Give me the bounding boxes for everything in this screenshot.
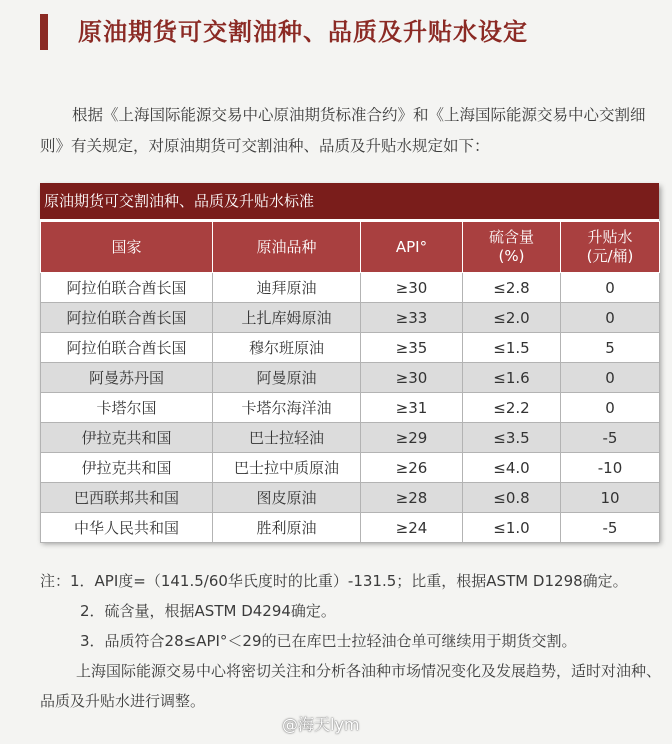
cell-sulfur: ≤1.0 xyxy=(463,513,561,543)
note-2: 2．硫含量，根据ASTM D4294确定。 xyxy=(80,602,336,620)
table-row xyxy=(41,513,660,543)
cell-country: 卡塔尔国 xyxy=(41,393,213,423)
table-row xyxy=(41,303,660,333)
table-row xyxy=(41,483,660,513)
cell-premium: 0 xyxy=(561,363,660,393)
cell-crude: 胜利原油 xyxy=(213,513,361,543)
cell-sulfur: ≤4.0 xyxy=(463,453,561,483)
column-header-country: 国家 xyxy=(41,222,213,273)
note-3: 3．品质符合28≤API°＜29的已在库巴士拉轻油仓单可继续用于期货交割。 xyxy=(80,632,577,650)
cell-crude: 阿曼原油 xyxy=(213,363,361,393)
crude-oil-table xyxy=(40,221,660,543)
table-body xyxy=(41,273,660,543)
title-accent-bar xyxy=(40,14,48,50)
cell-api: ≥30 xyxy=(361,273,463,303)
table-row xyxy=(41,393,660,423)
table-row xyxy=(41,363,660,393)
table-row xyxy=(41,453,660,483)
table-row xyxy=(41,273,660,303)
cell-country: 巴西联邦共和国 xyxy=(41,483,213,513)
cell-premium: -5 xyxy=(561,423,660,453)
note-1: 注：1．API度=（141.5/60华氏度时的比重）-131.5；比重，根据ASTM D1298确定。 xyxy=(40,572,628,590)
watermark: @海天lym xyxy=(282,715,360,734)
table-header-row xyxy=(41,222,660,273)
cell-sulfur: ≤3.5 xyxy=(463,423,561,453)
column-header-sulfur-label: 硫含量 xyxy=(488,228,534,246)
cell-sulfur: ≤2.0 xyxy=(463,303,561,333)
notes-section xyxy=(40,566,666,716)
intro-paragraph: 根据《上海国际能源交易中心原油期货标准合约》和《上海国际能源交易中心交割细则》有关规定，对原油期货可交割油种、品质及升贴水规定如下： xyxy=(40,106,646,155)
cell-crude: 穆尔班原油 xyxy=(213,333,361,363)
column-header-crude: 原油品种 xyxy=(213,222,361,273)
cell-country: 阿拉伯联合酋长国 xyxy=(41,303,213,333)
cell-premium: 0 xyxy=(561,393,660,423)
cell-sulfur: ≤2.2 xyxy=(463,393,561,423)
column-header-api: API° xyxy=(361,222,463,273)
cell-sulfur: ≤0.8 xyxy=(463,483,561,513)
cell-premium: 5 xyxy=(561,333,660,363)
cell-premium: -10 xyxy=(561,453,660,483)
cell-api: ≥31 xyxy=(361,393,463,423)
cell-country: 伊拉克共和国 xyxy=(41,453,213,483)
column-header-premium-label: 升贴水 xyxy=(587,228,633,246)
cell-country: 阿拉伯联合酋长国 xyxy=(41,273,213,303)
cell-api: ≥24 xyxy=(361,513,463,543)
cell-country: 阿拉伯联合酋长国 xyxy=(41,333,213,363)
table-row xyxy=(41,423,660,453)
column-header-sulfur-unit: (%) xyxy=(498,247,525,265)
cell-country: 中华人民共和国 xyxy=(41,513,213,543)
cell-premium: 10 xyxy=(561,483,660,513)
cell-api: ≥28 xyxy=(361,483,463,513)
cell-sulfur: ≤2.8 xyxy=(463,273,561,303)
cell-sulfur: ≤1.5 xyxy=(463,333,561,363)
cell-crude: 图皮原油 xyxy=(213,483,361,513)
cell-country: 阿曼苏丹国 xyxy=(41,363,213,393)
cell-api: ≥29 xyxy=(361,423,463,453)
cell-crude: 上扎库姆原油 xyxy=(213,303,361,333)
cell-country: 伊拉克共和国 xyxy=(41,423,213,453)
cell-sulfur: ≤1.6 xyxy=(463,363,561,393)
page-title: 原油期货可交割油种、品质及升贴水设定 xyxy=(78,18,528,46)
cell-api: ≥26 xyxy=(361,453,463,483)
cell-api: ≥33 xyxy=(361,303,463,333)
cell-premium: -5 xyxy=(561,513,660,543)
cell-premium: 0 xyxy=(561,303,660,333)
column-header-premium-unit: (元/桶) xyxy=(586,247,634,265)
cell-api: ≥30 xyxy=(361,363,463,393)
cell-crude: 迪拜原油 xyxy=(213,273,361,303)
cell-crude: 巴士拉轻油 xyxy=(213,423,361,453)
closing-paragraph: 上海国际能源交易中心将密切关注和分析各油种市场情况变化及发展趋势，适时对油种、品质及升贴水进行调整。 xyxy=(40,662,662,710)
table-row xyxy=(41,333,660,363)
cell-crude: 卡塔尔海洋油 xyxy=(213,393,361,423)
cell-crude: 巴士拉中质原油 xyxy=(213,453,361,483)
table-caption: 原油期货可交割油种、品质及升贴水标准 xyxy=(40,183,659,221)
column-header-premium xyxy=(561,222,660,273)
cell-premium: 0 xyxy=(561,273,660,303)
crude-oil-table-panel xyxy=(40,183,659,541)
column-header-sulfur xyxy=(463,222,561,273)
cell-api: ≥35 xyxy=(361,333,463,363)
